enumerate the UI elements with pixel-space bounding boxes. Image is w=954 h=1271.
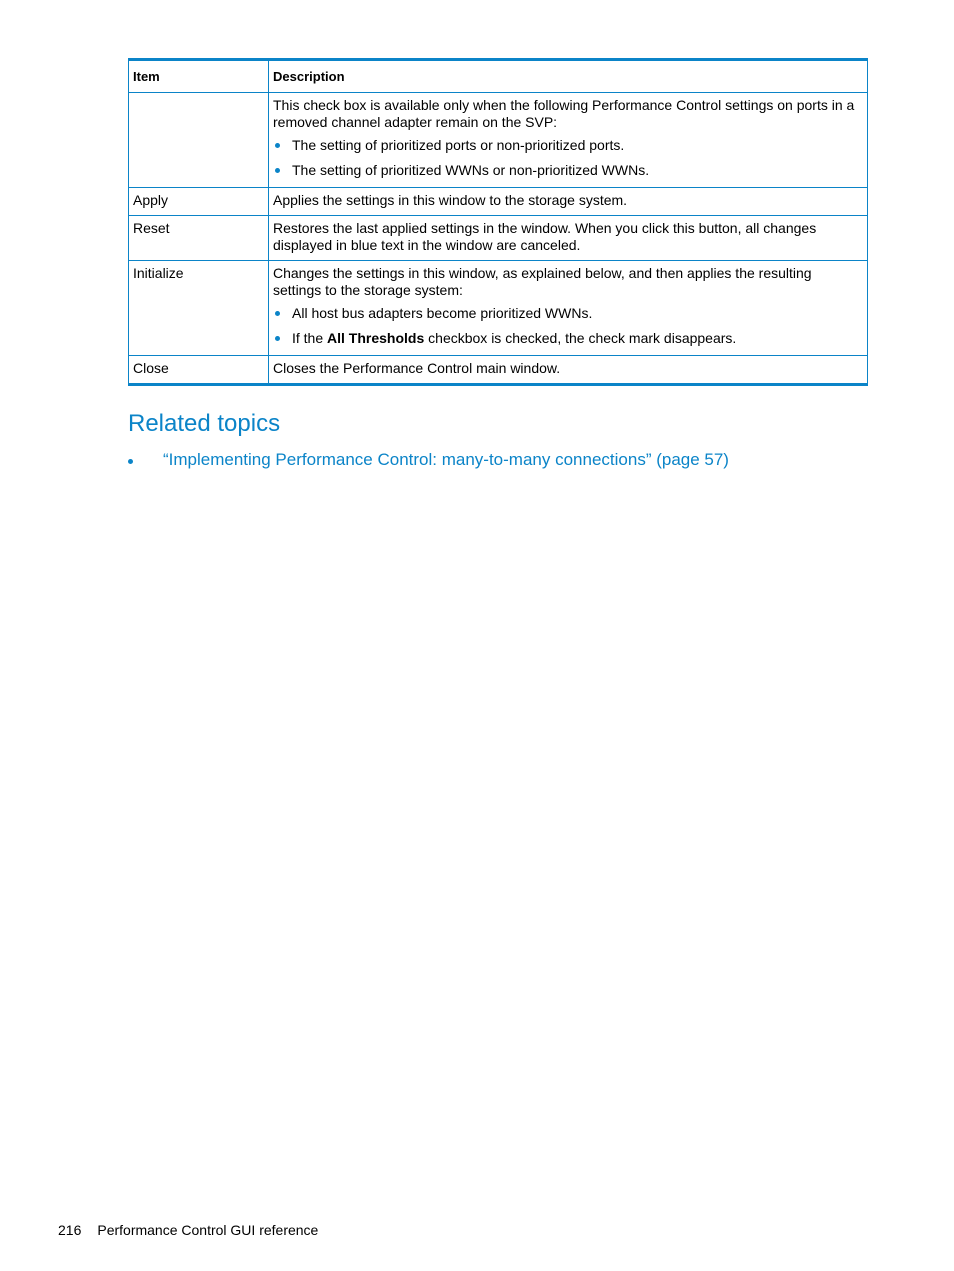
table-row: [129, 261, 868, 356]
header-item: Item: [129, 60, 269, 93]
table-header-row: [129, 60, 868, 93]
item-cell: Apply: [129, 188, 269, 216]
table-row: [129, 188, 868, 216]
bullet-icon: [275, 336, 280, 341]
item-cell: Initialize: [129, 261, 269, 356]
item-cell: [129, 93, 269, 188]
bullet-text-suffix: checkbox is checked, the check mark disappears.: [424, 330, 737, 346]
description-cell: [269, 93, 868, 188]
bullet-text: The setting of prioritized WWNs or non-prioritized WWNs.: [292, 162, 650, 178]
related-topic-link[interactable]: “Implementing Performance Control: many-to-many connections” (page 57): [163, 450, 729, 469]
item-cell: Close: [129, 356, 269, 385]
bullet-icon: [275, 168, 280, 173]
bullet-text-bold: All Thresholds: [327, 330, 425, 346]
bullet-icon: [128, 459, 133, 464]
bullet-list: [273, 137, 862, 179]
list-item: [273, 137, 862, 154]
list-item: [273, 330, 862, 347]
description-text: This check box is available only when the following Performance Control settings on ports in a removed channel adapter remain on the SVP:: [273, 97, 855, 130]
page-footer: [58, 1222, 318, 1238]
related-topics-heading: Related topics: [128, 410, 281, 437]
footer-section-title: Performance Control GUI reference: [97, 1222, 319, 1238]
description-cell: Closes the Performance Control main window.: [269, 356, 868, 385]
reference-table: [128, 58, 868, 386]
description-text: Changes the settings in this window, as explained below, and then applies the resulting settings to the storage system:: [273, 265, 812, 298]
table-row: [129, 216, 868, 261]
description-cell: [269, 261, 868, 356]
list-item: [273, 162, 862, 179]
table-row: [129, 93, 868, 188]
description-cell: Restores the last applied settings in the window. When you click this button, all changes displayed in blue text in the window are canceled.: [269, 216, 868, 261]
table-row: [129, 356, 868, 385]
description-cell: Applies the settings in this window to the storage system.: [269, 188, 868, 216]
bullet-text: The setting of prioritized ports or non-prioritized ports.: [292, 137, 625, 153]
bullet-icon: [275, 311, 280, 316]
list-item: [273, 305, 862, 322]
bullet-text: All host bus adapters become prioritized WWNs.: [292, 305, 593, 321]
page-number: 216: [58, 1222, 82, 1238]
bullet-text-prefix: If the: [292, 330, 328, 346]
bullet-icon: [275, 143, 280, 148]
bullet-list: [273, 305, 862, 347]
item-cell: Reset: [129, 216, 269, 261]
header-description: Description: [269, 60, 868, 93]
